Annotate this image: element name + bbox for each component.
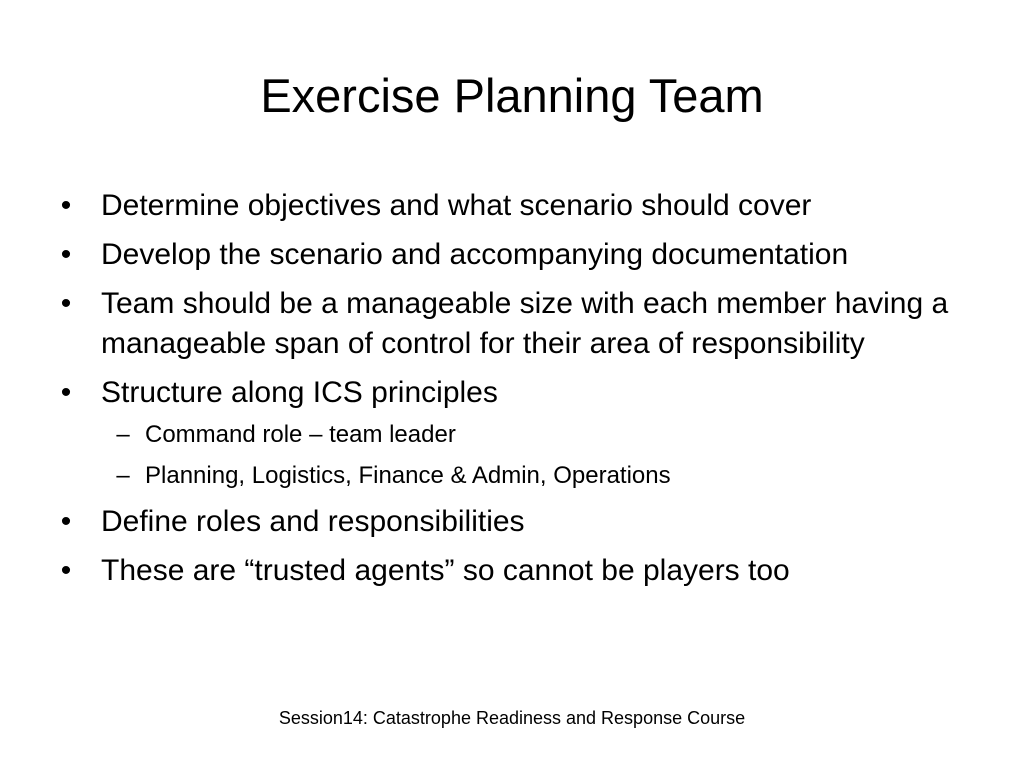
- sub-bullet-item: [101, 420, 976, 450]
- bullet-marker: •: [60, 554, 72, 587]
- bullet-item: [56, 502, 976, 542]
- bullet-marker: •: [60, 189, 72, 222]
- bullet-marker: •: [60, 287, 72, 320]
- bullet-item: [56, 186, 976, 226]
- sub-bullet-list: [101, 420, 976, 491]
- sub-bullet-text: Command role – team leader: [145, 421, 456, 448]
- sub-bullet-marker: –: [116, 462, 130, 489]
- bullet-item: [56, 284, 976, 364]
- bullet-text: Team should be a manageable size with each member having a manageable span of control for their area of responsibility: [101, 287, 949, 360]
- bullet-text: Develop the scenario and accompanying documentation: [101, 238, 849, 271]
- bullet-marker: •: [60, 376, 72, 409]
- bullet-marker: •: [60, 505, 72, 538]
- sub-bullet-item: [101, 461, 976, 491]
- bullet-text: Structure along ICS principles: [101, 376, 498, 409]
- sub-bullet-text: Planning, Logistics, Finance & Admin, Operations: [145, 462, 671, 489]
- bullet-item: [56, 373, 976, 491]
- sub-bullet-marker: –: [116, 421, 130, 448]
- slide-title: Exercise Planning Team: [260, 69, 764, 122]
- bullet-marker: •: [60, 238, 72, 271]
- bullet-text: Define roles and responsibilities: [101, 505, 525, 538]
- bullet-item: [56, 235, 976, 275]
- bullet-text: These are “trusted agents” so cannot be players too: [101, 554, 790, 587]
- slide-footer: Session14: Catastrophe Readiness and Response Course: [278, 708, 746, 728]
- bullet-item: [56, 551, 976, 591]
- bullet-text: Determine objectives and what scenario should cover: [101, 189, 812, 222]
- bullet-list: [56, 186, 976, 600]
